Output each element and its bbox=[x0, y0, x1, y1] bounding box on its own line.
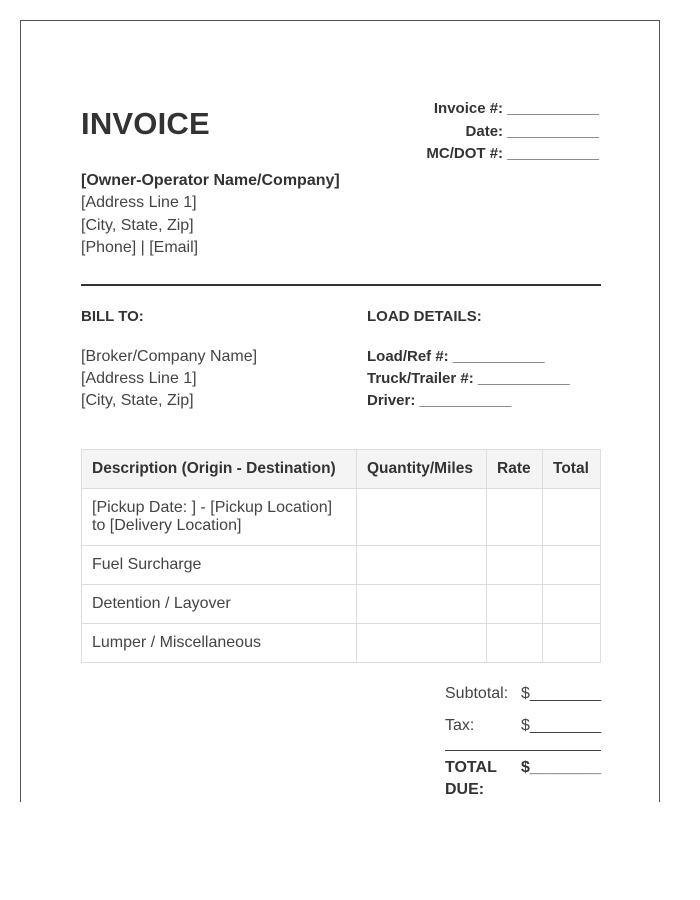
invoice-date-label: Date: bbox=[465, 122, 504, 140]
sender-contact: [Phone] | [Email] bbox=[81, 238, 199, 256]
row-total-cell bbox=[543, 546, 601, 585]
invoice-date-row bbox=[426, 121, 599, 144]
row-quantity-cell bbox=[357, 546, 487, 585]
row-description bbox=[82, 489, 357, 546]
header-description: Description (Origin - Destination) bbox=[82, 450, 357, 489]
header-rate: Rate bbox=[487, 450, 543, 489]
row-rate-cell bbox=[487, 546, 543, 585]
totals-block bbox=[445, 685, 601, 807]
header-total: Total bbox=[543, 450, 601, 489]
row-rate-cell bbox=[487, 585, 543, 624]
sender-address: [Address Line 1] bbox=[81, 194, 197, 212]
row-description-line: [Pickup Date: ] - [Pickup Location] bbox=[92, 499, 333, 516]
row-rate-cell bbox=[487, 624, 543, 663]
table-row bbox=[82, 546, 601, 585]
load-details-block bbox=[367, 346, 570, 413]
row-total-cell bbox=[543, 585, 601, 624]
truck-trailer-value: ___________ bbox=[477, 370, 570, 388]
invoice-meta bbox=[426, 98, 599, 166]
bill-to-company: [Broker/Company Name] bbox=[81, 348, 258, 365]
totals-divider bbox=[445, 750, 601, 751]
row-quantity-cell bbox=[357, 624, 487, 663]
subtotal-value: $________ bbox=[521, 685, 602, 702]
row-total-cell bbox=[543, 624, 601, 663]
table-row bbox=[82, 585, 601, 624]
mc-dot-value: ___________ bbox=[507, 145, 599, 162]
header-divider bbox=[81, 284, 601, 286]
row-description: Detention / Layover bbox=[82, 585, 357, 624]
truck-trailer-row bbox=[367, 368, 570, 390]
row-rate-cell bbox=[487, 489, 543, 546]
invoice-title: INVOICE bbox=[81, 106, 210, 141]
invoice-number-row bbox=[426, 98, 599, 121]
sender-city: [City, State, Zip] bbox=[81, 216, 194, 234]
tax-value: $________ bbox=[521, 717, 602, 734]
table-row bbox=[82, 624, 601, 663]
total-due-value: $________ bbox=[521, 759, 602, 776]
load-ref-label: Load/Ref #: bbox=[367, 348, 449, 365]
total-due-label: TOTAL DUE: bbox=[445, 759, 497, 798]
bill-to-city: [City, State, Zip] bbox=[81, 392, 194, 410]
header-quantity: Quantity/Miles bbox=[357, 450, 487, 489]
tax-label: Tax: bbox=[445, 717, 475, 734]
invoice-date-value: ___________ bbox=[507, 122, 599, 140]
bill-to-address: [Address Line 1] bbox=[81, 370, 197, 388]
driver-label: Driver: bbox=[367, 392, 416, 410]
subtotal-label: Subtotal: bbox=[445, 685, 509, 702]
bill-to-heading: BILL TO: bbox=[81, 308, 144, 325]
mc-dot-label: MC/DOT #: bbox=[426, 145, 504, 162]
load-details-heading: LOAD DETAILS: bbox=[367, 308, 482, 325]
table-row bbox=[82, 489, 601, 546]
invoice-number-label: Invoice #: bbox=[433, 100, 504, 117]
invoice-sheet bbox=[20, 20, 660, 802]
bill-to-block bbox=[81, 346, 257, 413]
subtotal-row bbox=[445, 685, 601, 717]
row-description: Fuel Surcharge bbox=[82, 546, 357, 585]
truck-trailer-label: Truck/Trailer #: bbox=[367, 370, 474, 388]
invoice-number-value: ___________ bbox=[507, 100, 599, 117]
row-total-cell bbox=[543, 489, 601, 546]
row-description: Lumper / Miscellaneous bbox=[82, 624, 357, 663]
load-ref-row bbox=[367, 346, 570, 368]
table-header-row bbox=[82, 450, 601, 489]
mc-dot-row bbox=[426, 143, 599, 166]
row-quantity-cell bbox=[357, 489, 487, 546]
tax-row bbox=[445, 717, 601, 749]
sender-block bbox=[81, 170, 340, 259]
total-due-row bbox=[445, 757, 601, 807]
line-items-table bbox=[81, 449, 601, 663]
driver-value: ___________ bbox=[419, 392, 512, 410]
sender-name: [Owner-Operator Name/Company] bbox=[81, 172, 340, 189]
row-quantity-cell bbox=[357, 585, 487, 624]
row-description-line: to [Delivery Location] bbox=[92, 517, 242, 534]
load-ref-value: ___________ bbox=[452, 348, 545, 365]
driver-row bbox=[367, 390, 570, 412]
